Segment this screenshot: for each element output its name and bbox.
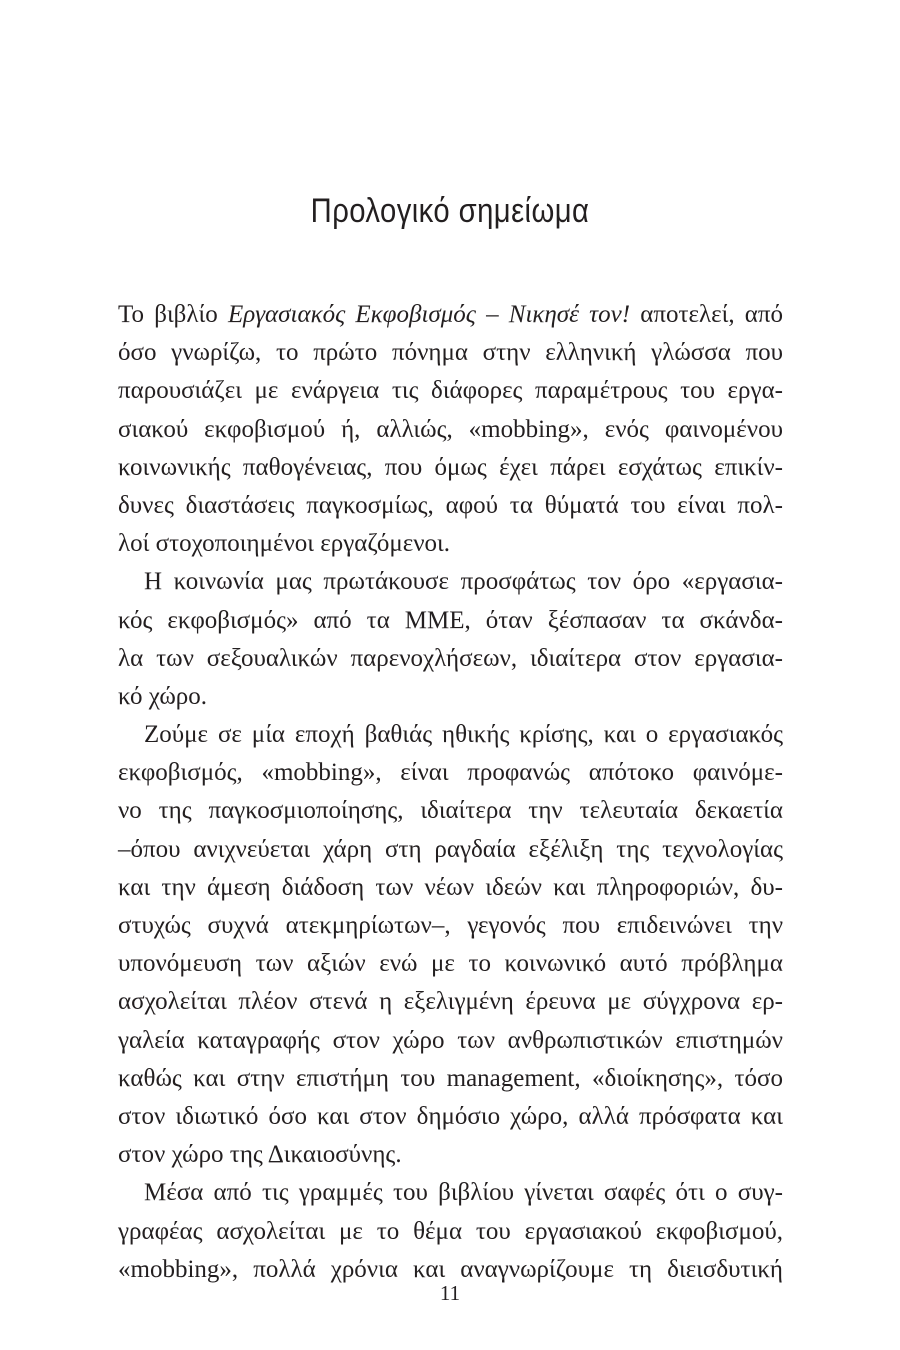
paragraph	[118, 716, 783, 1174]
text-line	[118, 372, 783, 410]
text-segment: καθώς και στην επιστήμη του management, «διοίκησης», τόσο	[118, 1064, 783, 1092]
text-line	[118, 1174, 783, 1212]
text-segment: Το βιβλίο	[118, 301, 228, 328]
text-line	[118, 411, 783, 449]
text-segment: λοί στοχοποιημένοι εργαζόμενοι.	[118, 530, 451, 558]
text-line	[118, 1213, 783, 1251]
text-segment: παρουσιάζει με ενάργεια τις διάφορες παραμέτρους του εργα-	[118, 377, 783, 405]
text-segment: Η κοινωνία μας πρωτάκουσε προσφάτως τον όρο «εργασια-	[144, 568, 783, 596]
paragraph	[118, 296, 783, 563]
text-segment: στον χώρο της Δικαιοσύνης.	[118, 1141, 402, 1169]
text-segment: Μέσα από τις γραμμές του βιβλίου γίνεται σαφές ότι ο συγ-	[144, 1179, 783, 1207]
text-segment: σιακού εκφοβισμού ή, αλλιώς, «mobbing», ενός φαινομένου	[118, 415, 783, 443]
text-segment: όσο γνωρίζω, το πρώτο πόνημα στην ελληνική γλώσσα που	[118, 339, 783, 367]
text-line	[118, 334, 783, 372]
text-line	[118, 640, 783, 678]
text-line	[118, 983, 783, 1021]
text-line	[118, 449, 783, 487]
text-line	[118, 754, 783, 792]
text-line	[118, 1136, 783, 1174]
page-number: 11	[439, 1281, 461, 1305]
book-title-italic: Εργασιακός Εκφοβισμός – Νικησέ τον!	[227, 301, 631, 328]
text-segment: υπονόμευση των αξιών ενώ με το κοινωνικό αυτό πρόβλημα	[118, 950, 783, 978]
text-line	[118, 716, 783, 754]
text-segment: Ζούμε σε μία εποχή βαθιάς ηθικής κρίσης, και ο εργασιακός	[144, 721, 783, 749]
text-segment: και την άμεση διάδοση των νέων ιδεών και πληροφοριών, δυ-	[118, 873, 783, 901]
text-line	[118, 792, 783, 830]
text-line	[118, 678, 783, 716]
text-segment: –όπου ανιχνεύεται χάρη στη ραγδαία εξέλιξη της τεχνολογίας	[118, 835, 783, 863]
text-segment: λα των σεξουαλικών παρενοχλήσεων, ιδιαίτερα στον εργασια-	[118, 644, 783, 672]
text-line	[118, 296, 783, 334]
text-segment: στυχώς συχνά ατεκμηρίωτων–, γεγονός που επιδεινώνει την	[118, 912, 783, 939]
text-segment: στον ιδιωτικό όσο και στον δημόσιο χώρο, αλλά πρόσφατα και	[118, 1102, 783, 1130]
text-segment: κό χώρο.	[118, 682, 208, 710]
text-line	[118, 563, 783, 601]
text-line	[118, 1060, 783, 1098]
text-line	[118, 602, 783, 640]
body-text	[118, 296, 783, 1289]
text-line	[118, 487, 783, 525]
text-line	[118, 1022, 783, 1060]
text-line	[118, 869, 783, 907]
chapter-title: Προλογικό σημείωμα	[310, 192, 590, 230]
text-line	[118, 831, 783, 869]
paragraph	[118, 563, 783, 716]
text-segment: νο της παγκοσμιοποίησης, ιδιαίτερα την τελευταία δεκαετία	[118, 797, 783, 825]
text-segment: δυνες διαστάσεις παγκοσμίως, αφού τα θύματά του είναι πολ-	[118, 491, 783, 519]
text-line	[118, 525, 783, 563]
text-segment: ασχολείται πλέον στενά η εξελιγμένη έρευνα με σύγχρονα ερ-	[118, 988, 783, 1016]
text-segment: κός εκφοβισμός» από τα ΜΜΕ, όταν ξέσπασαν τα σκάνδα-	[118, 606, 783, 634]
text-segment: γραφέας ασχολείται με το θέμα του εργασιακού εκφοβισμού,	[118, 1217, 783, 1245]
text-segment: κοινωνικής παθογένειας, που όμως έχει πάρει εσχάτως επικίν-	[118, 453, 783, 481]
text-line	[118, 1098, 783, 1136]
text-line	[118, 945, 783, 983]
text-segment: εκφοβισμός, «mobbing», είναι προφανώς απότοκο φαινόμε-	[118, 759, 783, 787]
paragraph	[118, 1174, 783, 1289]
text-segment: «mobbing», πολλά χρόνια και αναγνωρίζουμε τη διεισδυτική	[118, 1255, 783, 1283]
text-segment: αποτελεί, από	[630, 301, 783, 328]
text-segment: γαλεία καταγραφής στον χώρο των ανθρωπιστικών επιστημών	[118, 1026, 783, 1054]
text-line	[118, 907, 783, 945]
